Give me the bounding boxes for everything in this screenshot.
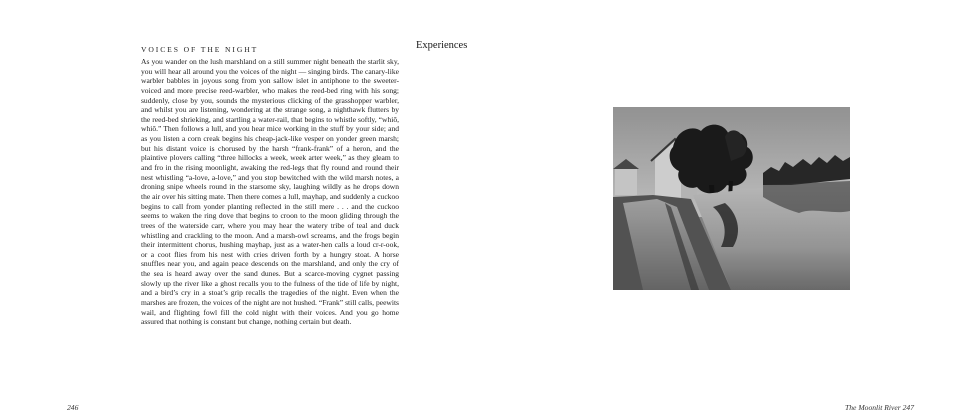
- page-number-left: 246: [67, 403, 79, 412]
- body-text: As you wander on the lush marshland on a still summer night beneath the starlit sky, you will hear all around you the voices of the night — singing birds. The canary-like warbler babbles in joyous song from yon sallow islet in antiphone to the sweeter-voiced and more precise reed-warbler, who makes the reed-bed ring with his song; suddenly, close by you, sounds the mysterious clicking of the grasshopper warbler, and whilst you are listening, wondering at the strange song, a nighthawk flutters by the reed-bed shrieking, and startling a water-rail, that begins to whistle softly, “whiō, whiō.” Then follows a lull, and you hear mice working in the stuff by your side; and as you listen a corn creak begins his cheap-jack-like vesper on yonder green marsh; but his distant voice is chorused by the harsh “frank-frank” of a heron, and the plaintive plovers calling “three hillocks a week, week arter week,” as they gleam to and fro in the rising moonlight, awaking the red-legs that fly round and round their nest whistling “a-love, a-love,” and you stop bewitched with the wild marsh notes, a droning snipe wheels round in the starsome sky, laughing wildly as he drops down the air over his sitting mate. Then there comes a lull, mayhap, and suddenly a cuckoo begins to call from yonder planting reflected in the still mere . . . and the cuckoo seems to waken the ring dove that begins to croon to the moon gliding through the trees of the waterside carr, where you may hear the watery tribe of teal and duck whistling and crackling to the moon. And a marsh-owl screams, and the frogs begin their intermittent chorus, hushing mayhap, just as a water-hen calls a loud cr-r-ook, or a coot flies from his nest with cries driven forth by a hungry stoat. A horse snuffles near you, and again peace descends on the marshland, and only the cry of the sea is heard away over the sand dunes. But a scarce-moving cygnet passing slowly up the river like a ghost recalls you to the fulness of the tide of life by night, and a bird’s cry in a stoat’s grip recalls the tragedies of the night. Even when the marshes are frozen, the voices of the night are not hushed. “Frank” still calls, peewits wail, and flighting fowl fill the cold night with their voices. And you go home assured that nothing is constant but change, nothing certain but death.: [141, 57, 399, 327]
- section-heading: VOICES OF THE NIGHT: [141, 45, 259, 54]
- river-photograph-icon: [613, 107, 850, 290]
- chapter-title: Experiences: [416, 40, 468, 51]
- river-photograph: [613, 107, 850, 290]
- page-number-right: The Moonlit River 247: [845, 403, 914, 412]
